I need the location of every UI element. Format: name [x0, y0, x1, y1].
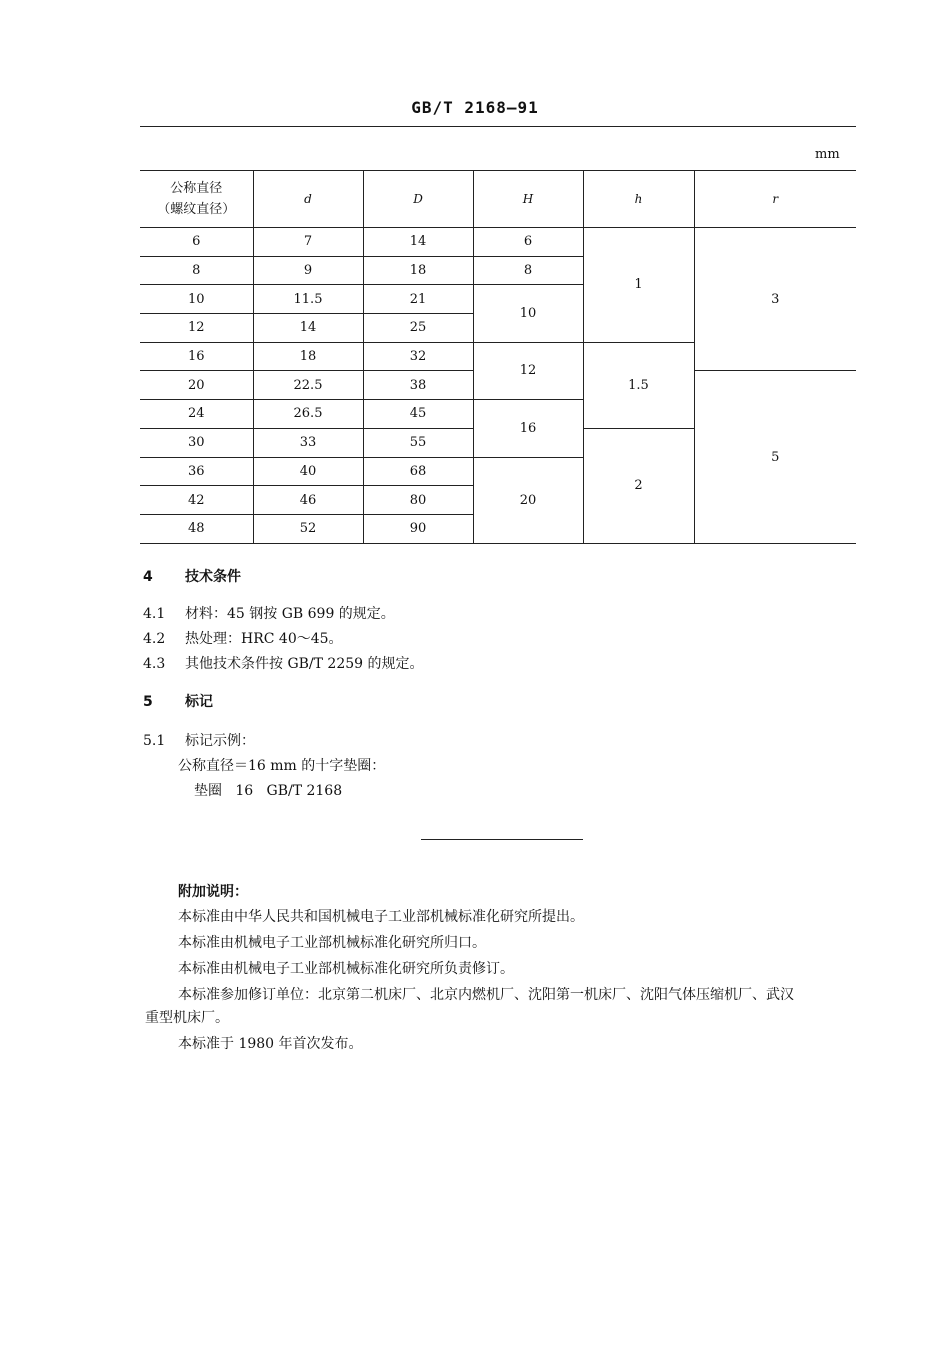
clause-text: 热处理：HRC 40～45。 — [185, 631, 343, 647]
cell-d: 7 — [253, 228, 363, 257]
cell-nominal: 24 — [140, 400, 253, 429]
section-title: 标记 — [185, 694, 213, 710]
standard-code-header: GB/T 2168—91 — [411, 98, 539, 117]
cell-D: 14 — [363, 228, 473, 257]
cell-D: 25 — [363, 314, 473, 343]
cell-D: 55 — [363, 428, 473, 457]
note-line: 本标准由中华人民共和国机械电子工业部机械标准化研究所提出。 — [178, 909, 584, 925]
marking-example-designation: 垫圈 16 GB/T 2168 — [194, 783, 343, 799]
header-rule — [140, 126, 856, 127]
table-row — [140, 228, 856, 257]
cell-nominal: 42 — [140, 486, 253, 515]
cell-D: 32 — [363, 342, 473, 371]
header-nominal-line2: （螺纹直径） — [157, 202, 236, 217]
cell-D: 38 — [363, 371, 473, 400]
header-d: d — [253, 171, 363, 228]
cell-h-group: 1 — [583, 228, 694, 343]
cell-D: 80 — [363, 486, 473, 515]
cell-r-group: 5 — [694, 371, 856, 543]
section-4-heading — [143, 566, 241, 586]
section-title: 技术条件 — [185, 569, 241, 585]
note-line: 本标准参加修订单位：北京第二机床厂、北京内燃机厂、沈阳第一机床厂、沈阳气体压缩机厂、武汉 — [178, 987, 794, 1003]
cell-d: 26.5 — [253, 400, 363, 429]
note-line: 本标准由机械电子工业部机械标准化研究所归口。 — [178, 935, 486, 951]
section-number: 4 — [143, 569, 153, 585]
clause-number: 5.1 — [143, 733, 166, 749]
header-H: H — [473, 171, 583, 228]
cell-nominal: 20 — [140, 371, 253, 400]
cell-nominal: 6 — [140, 228, 253, 257]
cell-H-group: 12 — [473, 342, 583, 399]
dimension-table — [140, 170, 856, 544]
additional-notes-title: 附加说明： — [178, 884, 248, 900]
cell-nominal: 10 — [140, 285, 253, 314]
note-line: 本标准由机械电子工业部机械标准化研究所负责修订。 — [178, 961, 514, 977]
cell-D: 21 — [363, 285, 473, 314]
note-line: 本标准于 1980 年首次发布。 — [178, 1036, 363, 1052]
clause-number: 4.2 — [143, 631, 166, 647]
cell-d: 46 — [253, 486, 363, 515]
header-h: h — [583, 171, 694, 228]
cell-d: 11.5 — [253, 285, 363, 314]
clause-text: 材料：45 钢按 GB 699 的规定。 — [185, 606, 395, 622]
cell-H: 8 — [473, 256, 583, 285]
clause-text: 其他技术条件按 GB/T 2259 的规定。 — [185, 656, 424, 672]
header-r: r — [694, 171, 856, 228]
cell-h-group: 2 — [583, 428, 694, 543]
cell-d: 40 — [253, 457, 363, 486]
cell-d: 14 — [253, 314, 363, 343]
cell-H: 6 — [473, 228, 583, 257]
cell-nominal: 16 — [140, 342, 253, 371]
cell-H-group: 16 — [473, 400, 583, 457]
cell-d: 33 — [253, 428, 363, 457]
cell-nominal: 12 — [140, 314, 253, 343]
header-D: D — [363, 171, 473, 228]
cell-nominal: 8 — [140, 256, 253, 285]
section-5-heading — [143, 691, 213, 711]
cell-D: 68 — [363, 457, 473, 486]
cell-h-group: 1.5 — [583, 342, 694, 428]
cell-d: 9 — [253, 256, 363, 285]
cell-nominal: 30 — [140, 428, 253, 457]
marking-example-description: 公称直径＝16 mm 的十字垫圈： — [178, 758, 386, 774]
clause-text: 标记示例： — [185, 733, 255, 749]
clause-4-1 — [143, 603, 395, 623]
note-line: 重型机床厂。 — [145, 1010, 229, 1026]
cell-d: 52 — [253, 514, 363, 543]
cell-nominal: 48 — [140, 514, 253, 543]
cell-d: 22.5 — [253, 371, 363, 400]
cell-d: 18 — [253, 342, 363, 371]
clause-4-3 — [143, 653, 424, 673]
table-header-row — [140, 171, 856, 228]
cell-D: 90 — [363, 514, 473, 543]
clause-number: 4.3 — [143, 656, 166, 672]
cell-r-group: 3 — [694, 228, 856, 371]
separator-rule — [421, 839, 583, 840]
cell-H-group: 20 — [473, 457, 583, 543]
cell-H-group: 10 — [473, 285, 583, 342]
clause-5-1 — [143, 730, 255, 750]
cell-D: 18 — [363, 256, 473, 285]
clause-number: 4.1 — [143, 606, 166, 622]
cell-D: 45 — [363, 400, 473, 429]
cell-nominal: 36 — [140, 457, 253, 486]
section-number: 5 — [143, 694, 153, 710]
table-unit: mm — [815, 147, 840, 162]
clause-4-2 — [143, 628, 343, 648]
header-nominal-line1: 公称直径 — [170, 181, 223, 196]
header-nominal-diameter — [140, 171, 253, 228]
